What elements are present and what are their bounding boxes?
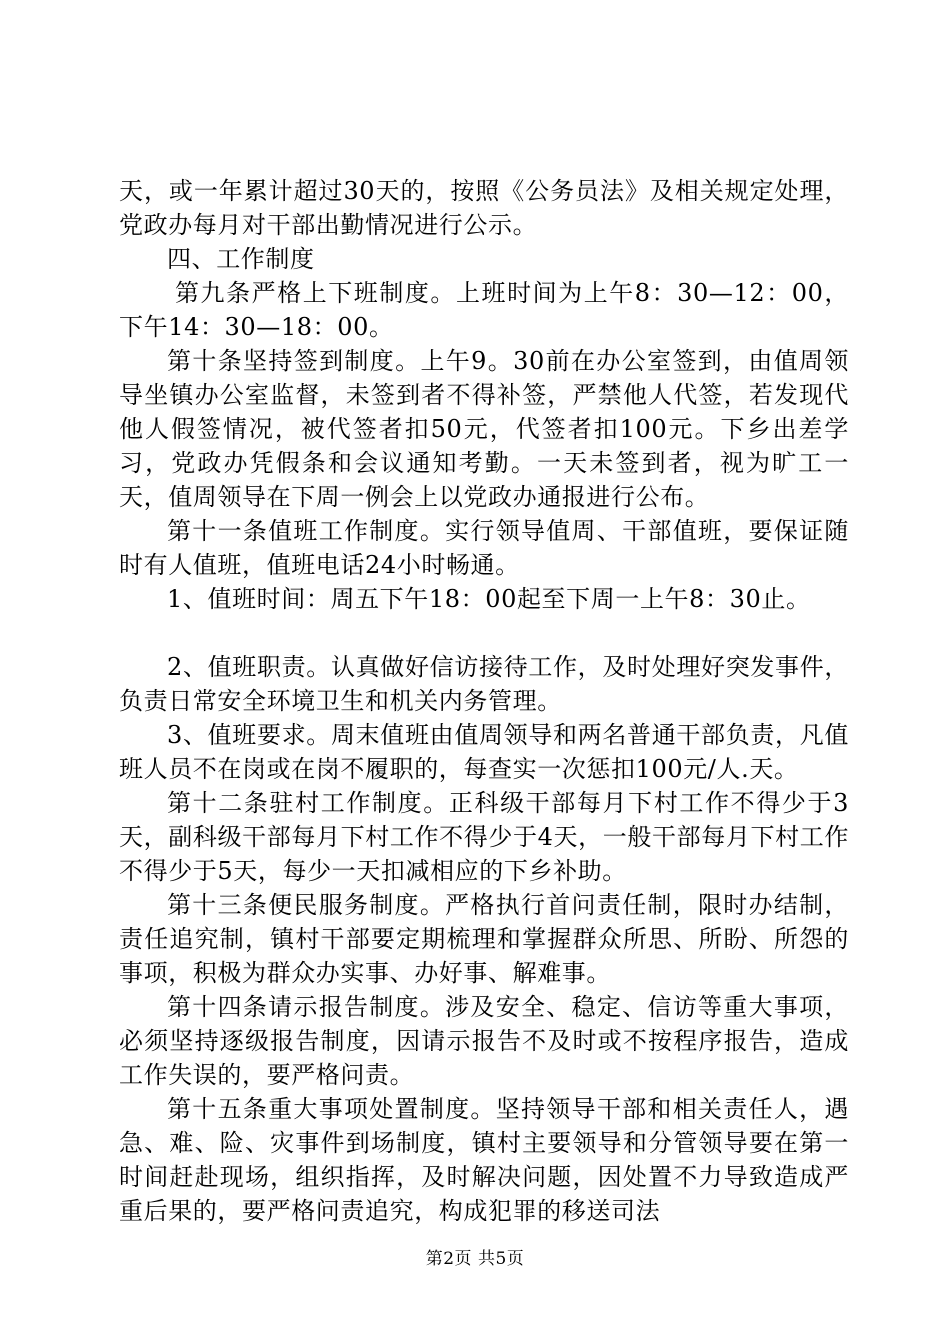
paragraph-article-13: 第十三条便民服务制度。严格执行首问责任制，限时办结制，责任追究制，镇村干部要定期梳理和掌握群众所思、所盼、所怨的事项，积极为群众办实事、办好事、解难事。 (119, 891, 849, 987)
paragraph-article-10: 第十条坚持签到制度。上午9。30前在办公室签到，由值周领导坐镇办公室监督，未签到者不得补签，严禁他人代签，若发现代他人假签情况，被代签者扣50元，代签者扣100元。下乡出差学习，党政办凭假条和会议通知考勤。一天未签到者，视为旷工一天，值周领导在下周一例会上以党政办通报进行公布。 (119, 347, 849, 511)
paragraph-article-14: 第十四条请示报告制度。涉及安全、稳定、信访等重大事项，必须坚持逐级报告制度，因请示报告不及时或不按程序报告，造成工作失误的，要严格问责。 (119, 993, 849, 1089)
paragraph-duty-time: 1、值班时间：周五下午18：00起至下周一上午8：30止。 (167, 585, 811, 613)
paragraph-duty-requirement: 3、值班要求。周末值班由值周领导和两名普通干部负责，凡值班人员不在岗或在岗不履职的，每查实一次惩扣100元/人.天。 (119, 721, 849, 783)
paragraph-article-9: 第九条严格上下班制度。上班时间为上午8：30—12：00，下午14：30—18：00。 (119, 279, 849, 341)
paragraph-article-15: 第十五条重大事项处置制度。坚持领导干部和相关责任人，遇急、难、险、灾事件到场制度，镇村主要领导和分管领导要在第一时间赶赴现场，组织指挥，及时解决问题，因处置不力导致造成严重后果的，要严格问责追究，构成犯罪的移送司法 (119, 1095, 849, 1225)
blank-line (119, 616, 849, 650)
section-heading-work-rules: 四、工作制度 (167, 245, 315, 273)
page-number-footer: 第2页 共5页 (425, 1249, 525, 1269)
paragraph-duty-responsibility: 2、值班职责。认真做好信访接待工作，及时处理好突发事件，负责日常安全环境卫生和机关内务管理。 (119, 653, 849, 715)
paragraph-article-11: 第十一条值班工作制度。实行领导值周、干部值班，要保证随时有人值班，值班电话24小时畅通。 (119, 517, 849, 579)
document-body (119, 174, 849, 1228)
paragraph-article-12: 第十二条驻村工作制度。正科级干部每月下村工作不得少于3天，副科级干部每月下村工作不得少于4天，一般干部每月下村工作不得少于5天，每少一天扣减相应的下乡补助。 (119, 789, 849, 885)
paragraph-attendance-continued: 天，或一年累计超过30天的，按照《公务员法》及相关规定处理，党政办每月对干部出勤情况进行公示。 (119, 177, 849, 239)
